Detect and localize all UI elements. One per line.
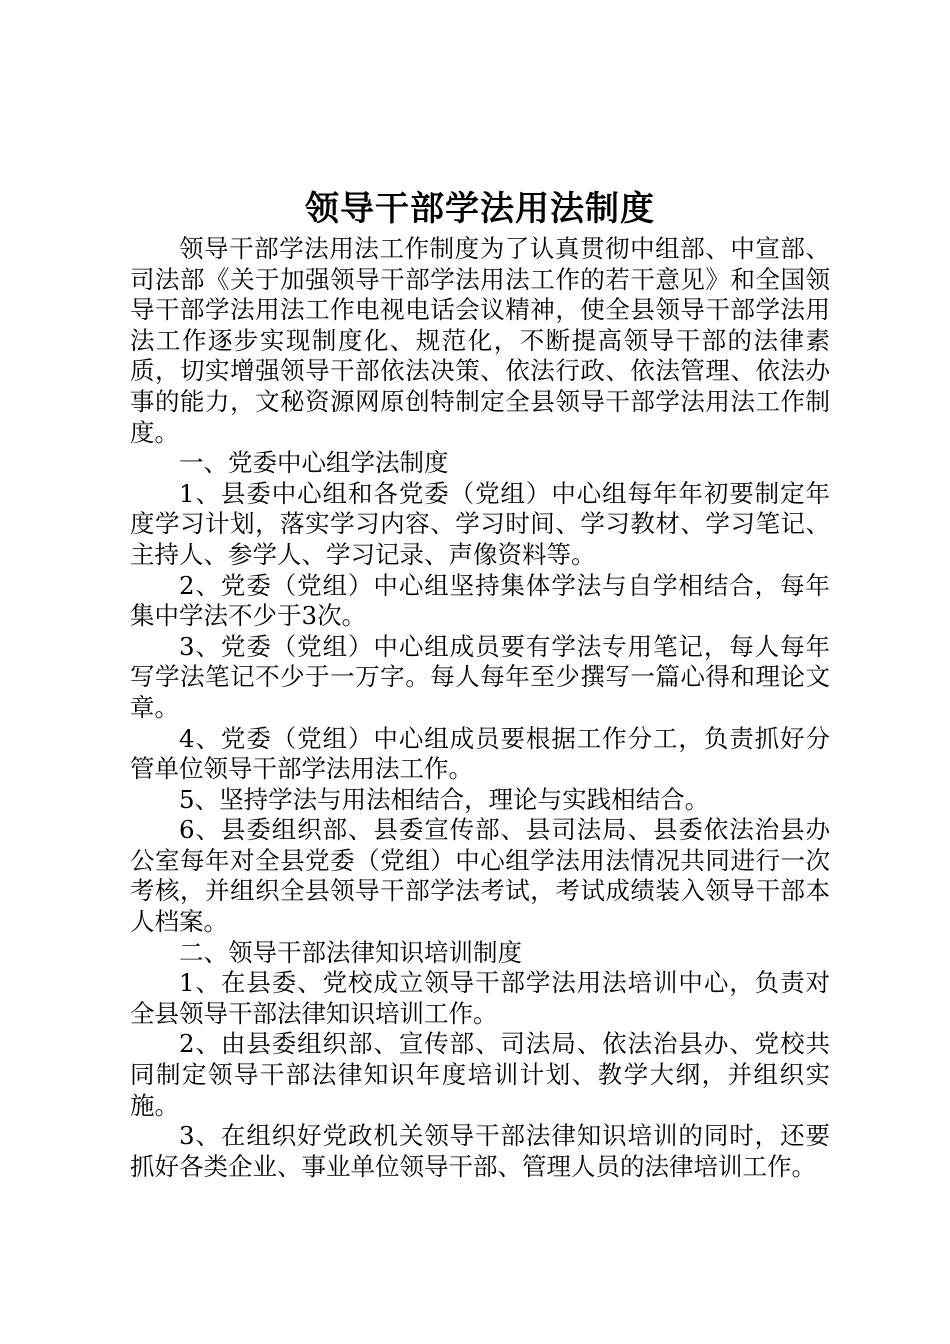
section-2-item-2: 2、由县委组织部、宣传部、司法局、依法治县办、党校共同制定领导干部法律知识年度培训计划、教学大纲，并组织实施。	[130, 1029, 830, 1120]
document-title: 领导干部学法用法制度	[305, 189, 655, 229]
section-1-item-2: 2、党委（党组）中心组坚持集体学法与自学相结合，每年集中学法不少于3次。	[130, 570, 830, 631]
section-2-item-1: 1、在县委、党校成立领导干部学法用法培训中心，负责对全县领导干部法律知识培训工作。	[130, 968, 830, 1028]
section-heading-2: 二、领导干部法律知识培训制度	[179, 937, 522, 967]
section-1-item-5: 5、坚持学法与用法相结合，理论与实践相结合。	[179, 784, 710, 814]
document-page	[130, 186, 830, 1182]
section-1-item-4: 4、党委（党组）中心组成员要根据工作分工，负责抓好分管单位领导干部学法用法工作。	[130, 723, 830, 784]
section-1-item-3: 3、党委（党组）中心组成员要有学法专用笔记，每人每年写学法笔记不少于一万字。每人每年至少撰写一篇心得和理论文章。	[130, 631, 830, 722]
intro-paragraph: 领导干部学法用法工作制度为了认真贯彻中组部、中宣部、司法部《关于加强领导干部学法用法工作的若干意见》和全国领导干部学法用法工作电视电话会议精神，使全县领导干部学法用法工作逐步实现制度化、规范化，不断提高领导干部的法律素质，切实增强领导干部依法决策、依法行政、依法管理、依法办事的能力，文秘资源网原创特制定全县领导干部学法用法工作制度。	[130, 234, 830, 447]
section-2-item-3: 3、在组织好党政机关领导干部法律知识培训的同时，还要抓好各类企业、事业单位领导干部、管理人员的法律培训工作。	[130, 1121, 830, 1181]
section-1-item-6: 6、县委组织部、县委宣传部、县司法局、县委依法治县办公室每年对全县党委（党组）中心组学法用法情况共同进行一次考核，并组织全县领导干部学法考试，考试成绩装入领导干部本人档案。	[130, 815, 830, 937]
section-1-item-1: 1、县委中心组和各党委（党组）中心组每年年初要制定年度学习计划，落实学习内容、学习时间、学习教材、学习笔记、主持人、参学人、学习记录、声像资料等。	[130, 478, 830, 569]
section-heading-1: 一、党委中心组学法制度	[179, 448, 449, 478]
